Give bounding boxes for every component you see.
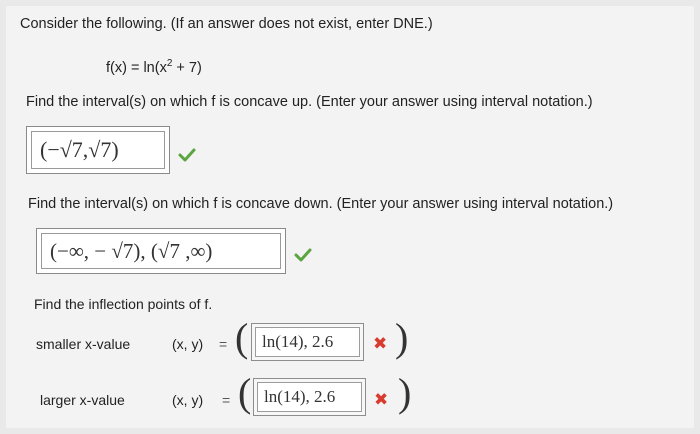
close-paren: ): [398, 370, 412, 415]
check-icon: [178, 148, 196, 162]
larger-x-label: larger x-value: [40, 392, 125, 408]
instructions: Consider the following. (If an answer does not exist, enter DNE.): [20, 16, 433, 32]
concave-down-input[interactable]: (−∞, − √7), (√7 ,∞): [41, 233, 281, 269]
concave-up-prompt: Find the interval(s) on which f is concave up. (Enter your answer using interval notation.): [26, 94, 593, 110]
smaller-x-label: smaller x-value: [36, 336, 131, 352]
concave-down-answer-box[interactable]: [36, 228, 286, 274]
equals-sign: =: [219, 336, 228, 352]
larger-point-answer-box[interactable]: [253, 378, 366, 416]
cross-icon: ✖: [373, 334, 388, 353]
check-icon: [294, 248, 312, 262]
equals-sign: =: [222, 392, 231, 408]
concave-down-prompt: Find the interval(s) on which f is concave down. (Enter your answer using interval notation.): [28, 196, 614, 212]
larger-point-input[interactable]: ln(14), 2.6: [257, 382, 362, 412]
cross-icon: ✖: [374, 390, 389, 409]
close-paren: ): [395, 315, 409, 360]
inflection-prompt: Find the inflection points of f.: [34, 296, 213, 312]
question-card: [6, 6, 694, 428]
xy-label: (x, y): [172, 392, 204, 408]
open-paren: (: [235, 315, 249, 360]
concave-up-answer-box[interactable]: [26, 126, 170, 174]
smaller-point-answer-box[interactable]: [251, 323, 364, 361]
smaller-point-input[interactable]: ln(14), 2.6: [255, 327, 360, 357]
concave-up-input[interactable]: (−√7,√7): [31, 131, 165, 169]
function-definition: $f(x) = \ln(x^2 + 7)$: [106, 58, 202, 76]
xy-label: (x, y): [172, 336, 204, 352]
open-paren: (: [238, 370, 252, 415]
